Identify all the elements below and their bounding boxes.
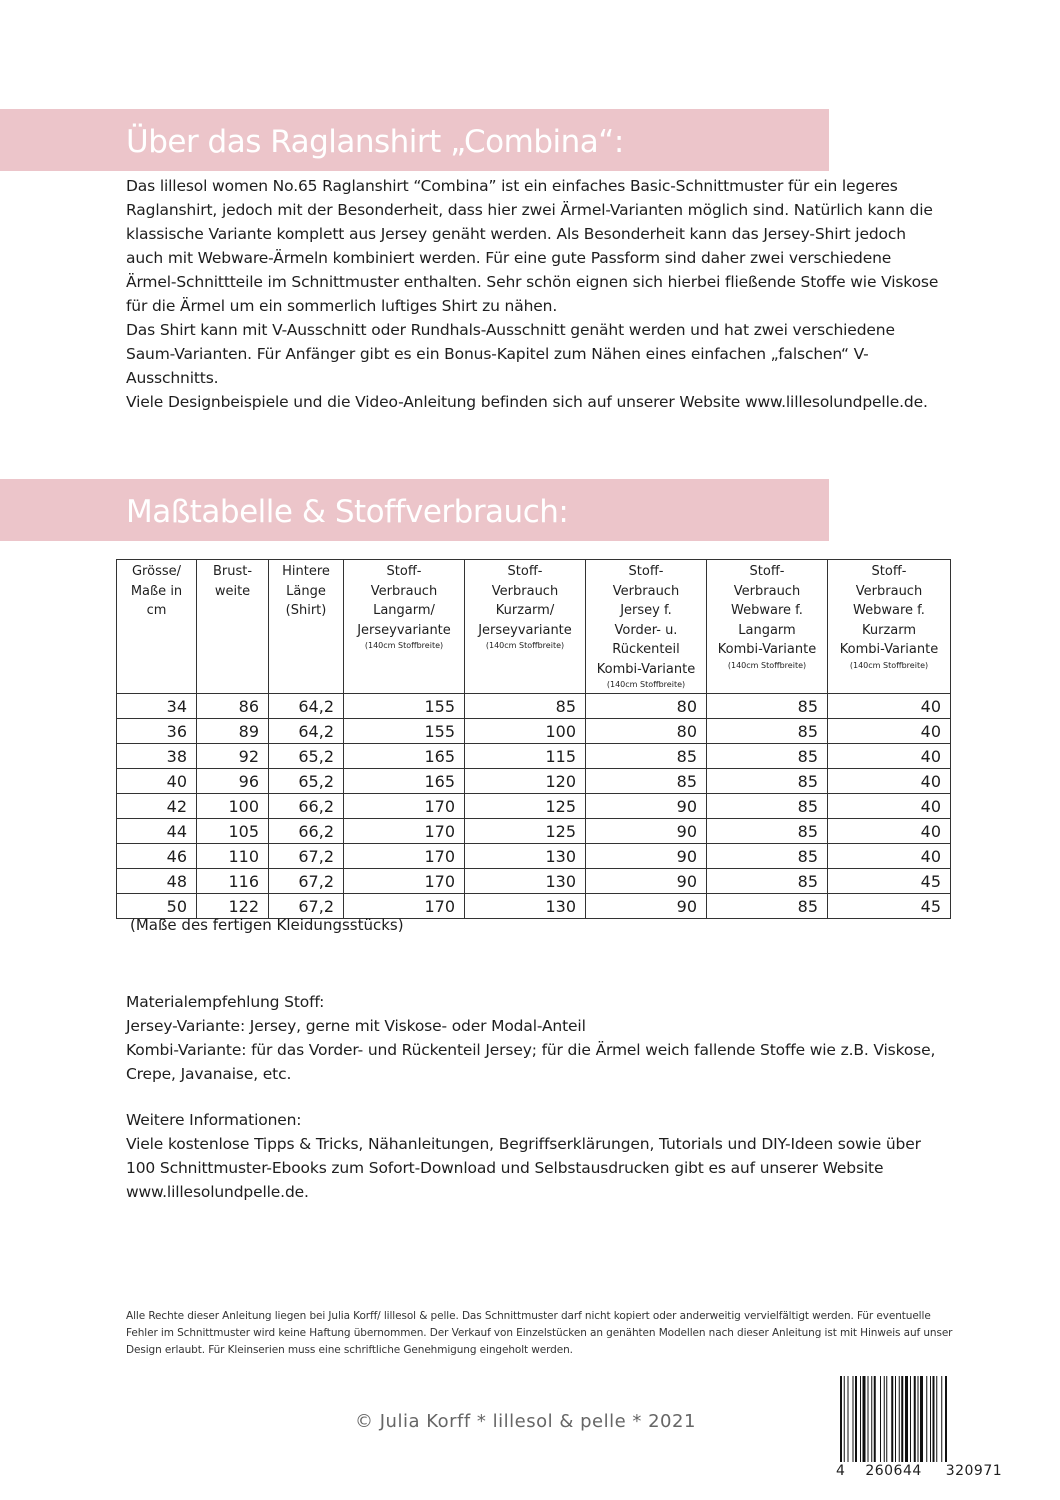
barcode-bar — [918, 1376, 919, 1462]
table-cell: 90 — [586, 894, 707, 919]
barcode-bar — [920, 1376, 923, 1462]
header-line: Stoff- — [871, 564, 907, 579]
header-line: Brust- — [212, 564, 253, 579]
table-cell: 105 — [197, 819, 269, 844]
table-cell: 85 — [586, 744, 707, 769]
header-subnote: (140cm Stoffbreite) — [485, 641, 565, 650]
barcode-bar — [874, 1376, 876, 1462]
barcode-bar — [930, 1376, 931, 1462]
table-header-cell — [465, 560, 586, 694]
header-line: Stoff- — [386, 564, 422, 579]
header-line: Kombi-Variante — [596, 661, 696, 677]
barcode-bar — [840, 1376, 842, 1462]
table-cell: 85 — [707, 894, 828, 919]
header-line: Hintere — [282, 564, 330, 579]
header-line: Jerseyvariante — [357, 622, 451, 638]
table-cell: 80 — [586, 719, 707, 744]
header-line: Stoff- — [507, 564, 543, 579]
table-cell: 40 — [828, 694, 951, 719]
barcode-bar — [853, 1376, 854, 1462]
header-line: Verbrauch — [491, 583, 559, 599]
table-cell: 67,2 — [269, 844, 344, 869]
table-cell: 36 — [117, 719, 197, 744]
header-line: cm — [146, 603, 167, 618]
table-cell: 44 — [117, 819, 197, 844]
table-row — [117, 694, 951, 719]
table-cell: 110 — [197, 844, 269, 869]
header-subnote: (140cm Stoffbreite) — [364, 641, 444, 650]
table-cell: 170 — [344, 869, 465, 894]
barcode-bar — [914, 1376, 916, 1462]
header-line: Stoff- — [628, 564, 664, 579]
header-line: Kurzarm/ — [495, 603, 555, 618]
table-header-cell — [828, 560, 951, 694]
barcode-bar — [868, 1376, 869, 1462]
barcode-bar — [905, 1376, 908, 1462]
table-cell: 125 — [465, 794, 586, 819]
table-cell: 155 — [344, 719, 465, 744]
barcode-bar — [844, 1376, 845, 1462]
table-cell: 80 — [586, 694, 707, 719]
section-title-about: Über das Raglanshirt „Combina“: — [126, 124, 624, 160]
copyright-notice: Alle Rechte dieser Anleitung liegen bei Julia Korff/ lillesol & pelle. Das Schnittmuster darf nicht kopiert oder anderweitig vervielfältigt werden. Für eventuelle Fehler im Schnittmuster wird keine Haftung übernommen. Der Verkauf von Einzelstücken an genähten Modellen nach dieser Anleitung ist mit Hinweis auf unser Design erlaubt. Für Kleinserien muss eine schriftliche Genehmigung eingeholt werden. — [126, 1310, 953, 1356]
table-cell: 96 — [197, 769, 269, 794]
header-line: Jersey f. — [620, 603, 672, 618]
table-cell: 170 — [344, 844, 465, 869]
table-cell: 85 — [707, 844, 828, 869]
intro-paragraph: Das lillesol women No.65 Raglanshirt “Combina” ist ein einfaches Basic-Schnittmuster für ein legeres Raglanshirt, jedoch mit der Besonderheit, dass hier zwei Ärmel-Varianten möglich sind. Natürlich kann die klassische Variante komplett aus Jersey genäht werden. Als Besonderheit kann das Jersey-Shirt jedoch auch mit Webware-Ärmeln kombiniert werden. Für eine gute Passform sind daher zwei verschiedene Ärmel-Schnittteile im Schnittmuster enthalten. Sehr schön eignen sich hierbei fließende Stoffe wie Viskose für die Ärmel um ein sommerlich luftiges Shirt zu nähen. — [126, 177, 939, 315]
table-cell: 65,2 — [269, 769, 344, 794]
barcode-bar — [863, 1376, 866, 1462]
barcode-bar — [899, 1376, 900, 1462]
header-line: Webware f. — [731, 603, 803, 618]
table-cell: 67,2 — [269, 869, 344, 894]
table-cell: 115 — [465, 744, 586, 769]
header-line: Webware f. — [853, 603, 925, 618]
table-cell: 45 — [828, 869, 951, 894]
table-cell: 48 — [117, 869, 197, 894]
barcode-bar — [933, 1376, 935, 1462]
header-line: weite — [214, 583, 251, 599]
size-table-head — [117, 560, 951, 694]
header-line: (Shirt) — [285, 603, 327, 618]
table-cell: 66,2 — [269, 819, 344, 844]
table-cell: 85 — [707, 744, 828, 769]
barcode-bar — [848, 1376, 849, 1462]
table-header-cell — [344, 560, 465, 694]
size-table-body — [117, 694, 951, 919]
table-cell: 170 — [344, 894, 465, 919]
barcode-bar — [891, 1376, 893, 1462]
table-header-cell — [269, 560, 344, 694]
material-line: Kombi-Variante: für das Vorder- und Rückenteil Jersey; für die Ärmel weich fallende Stoffe wie z.B. Viskose, Crepe, Javanaise, etc. — [126, 1041, 936, 1083]
table-cell: 40 — [828, 844, 951, 869]
barcode-bar — [855, 1376, 857, 1462]
table-cell: 90 — [586, 844, 707, 869]
table-cell: 92 — [197, 744, 269, 769]
table-cell: 50 — [117, 894, 197, 919]
table-cell: 85 — [707, 769, 828, 794]
table-cell: 85 — [707, 819, 828, 844]
barcode-digit-group: 320971 — [945, 1463, 1003, 1479]
header-line: Maße in — [130, 583, 183, 599]
table-row — [117, 869, 951, 894]
table-cell: 65,2 — [269, 744, 344, 769]
barcode-bar — [936, 1376, 937, 1462]
barcode-bar — [895, 1376, 896, 1462]
barcode-bar — [901, 1376, 903, 1462]
table-row — [117, 819, 951, 844]
size-table — [116, 559, 951, 919]
material-heading: Materialempfehlung Stoff: — [126, 993, 325, 1011]
table-cell: 45 — [828, 894, 951, 919]
header-line: Verbrauch — [855, 583, 923, 599]
table-cell: 85 — [707, 694, 828, 719]
size-table-header-row — [117, 560, 951, 694]
header-line: Langarm/ — [373, 603, 435, 618]
section-banner-size-chart — [0, 479, 829, 541]
table-cell: 122 — [197, 894, 269, 919]
table-cell: 116 — [197, 869, 269, 894]
barcode-bar — [884, 1376, 885, 1462]
table-row — [117, 719, 951, 744]
barcode — [838, 1376, 998, 1462]
further-info-text: Viele kostenlose Tipps & Tricks, Nähanleitungen, Begriffserklärungen, Tutorials und DIY-Ideen sowie über 100 Schnittmuster-Ebooks zum Sofort-Download und Selbstausdrucken gibt es auf unserer Website www.lillesolundpelle.de. — [126, 1135, 921, 1201]
header-line: Verbrauch — [612, 583, 680, 599]
header-line: Kombi-Variante — [717, 642, 817, 657]
table-cell: 85 — [707, 869, 828, 894]
header-line: Jerseyvariante — [478, 622, 572, 638]
table-cell: 130 — [465, 844, 586, 869]
table-cell: 125 — [465, 819, 586, 844]
table-cell: 85 — [465, 694, 586, 719]
header-line: Langarm — [738, 622, 796, 638]
table-cell: 85 — [707, 719, 828, 744]
header-line: Kurzarm — [861, 622, 917, 638]
barcode-bar — [860, 1376, 861, 1462]
header-line: Verbrauch — [370, 583, 438, 599]
table-cell: 42 — [117, 794, 197, 819]
barcode-bar — [910, 1376, 911, 1462]
header-subnote: (140cm Stoffbreite) — [849, 660, 929, 670]
table-cell: 100 — [465, 719, 586, 744]
table-cell: 38 — [117, 744, 197, 769]
table-row — [117, 769, 951, 794]
header-subnote: (140cm Stoffbreite) — [727, 660, 807, 670]
barcode-bar — [945, 1376, 947, 1462]
header-line: Verbrauch — [733, 583, 801, 599]
material-section — [126, 990, 946, 1086]
table-cell: 100 — [197, 794, 269, 819]
table-cell: 90 — [586, 794, 707, 819]
intro-paragraph: Das Shirt kann mit V-Ausschnitt oder Rundhals-Ausschnitt genäht werden und hat zwei verschiedene Saum-Varianten. Für Anfänger gibt es ein Bonus-Kapitel zum Nähen eines einfachen „falschen“ V-Ausschnitts. — [126, 321, 895, 387]
header-line: Vorder- u. — [614, 622, 678, 638]
table-cell: 120 — [465, 769, 586, 794]
table-cell: 34 — [117, 694, 197, 719]
table-cell: 64,2 — [269, 694, 344, 719]
table-header-cell — [707, 560, 828, 694]
table-cell: 89 — [197, 719, 269, 744]
table-row — [117, 894, 951, 919]
table-cell: 40 — [828, 719, 951, 744]
footer-credit: © Julia Korff * lillesol & pelle * 2021 — [355, 1411, 696, 1432]
barcode-bar — [926, 1376, 927, 1462]
barcode-bar — [941, 1376, 942, 1462]
table-header-cell — [586, 560, 707, 694]
table-row — [117, 844, 951, 869]
barcode-bar — [880, 1376, 881, 1462]
table-cell: 165 — [344, 769, 465, 794]
table-header-cell — [117, 560, 197, 694]
table-header-cell — [197, 560, 269, 694]
table-cell: 40 — [828, 744, 951, 769]
table-row — [117, 794, 951, 819]
table-cell: 130 — [465, 894, 586, 919]
table-note: (Maße des fertigen Kleidungsstücks) — [130, 916, 404, 934]
table-cell: 40 — [117, 769, 197, 794]
intro-text — [126, 174, 946, 414]
table-cell: 170 — [344, 819, 465, 844]
header-line: Stoff- — [749, 564, 785, 579]
table-cell: 90 — [586, 869, 707, 894]
intro-paragraph: Viele Designbeispiele und die Video-Anleitung befinden sich auf unserer Website www.lillesolundpelle.de. — [126, 393, 928, 411]
barcode-bar — [871, 1376, 872, 1462]
further-info-section — [126, 1108, 946, 1204]
header-line: Grösse/ — [131, 564, 181, 579]
table-cell: 67,2 — [269, 894, 344, 919]
table-cell: 86 — [197, 694, 269, 719]
table-cell: 66,2 — [269, 794, 344, 819]
table-cell: 155 — [344, 694, 465, 719]
header-subnote: (140cm Stoffbreite) — [606, 680, 686, 689]
table-cell: 40 — [828, 794, 951, 819]
table-cell: 170 — [344, 794, 465, 819]
table-row — [117, 744, 951, 769]
header-line: Rückenteil — [612, 642, 680, 657]
barcode-digit-group: 260644 — [865, 1463, 922, 1479]
barcode-number — [836, 1463, 1006, 1479]
section-title-size-chart: Maßtabelle & Stoffverbrauch: — [126, 494, 569, 530]
table-cell: 165 — [344, 744, 465, 769]
table-cell: 90 — [586, 819, 707, 844]
further-info-heading: Weitere Informationen: — [126, 1111, 302, 1129]
table-cell: 85 — [586, 769, 707, 794]
barcode-bar — [886, 1376, 887, 1462]
table-cell: 85 — [707, 794, 828, 819]
table-cell: 40 — [828, 819, 951, 844]
header-line: Länge — [286, 583, 326, 599]
section-banner-about — [0, 109, 829, 171]
table-cell: 64,2 — [269, 719, 344, 744]
material-line: Jersey-Variante: Jersey, gerne mit Viskose- oder Modal-Anteil — [126, 1017, 586, 1035]
barcode-digit-group: 4 — [836, 1463, 846, 1479]
table-cell: 40 — [828, 769, 951, 794]
table-cell: 130 — [465, 869, 586, 894]
table-cell: 46 — [117, 844, 197, 869]
header-line: Kombi-Variante — [839, 642, 939, 657]
